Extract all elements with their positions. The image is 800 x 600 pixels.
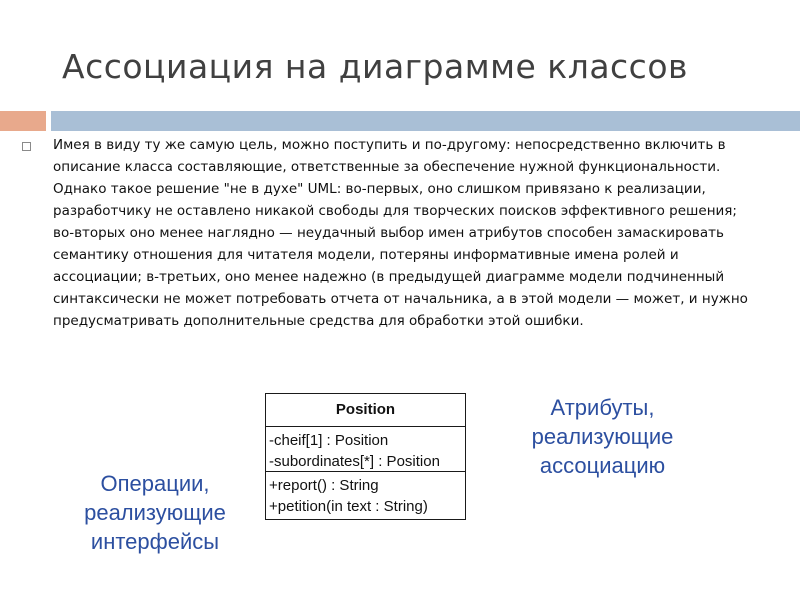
body-line: семантику отношения для читателя модели, потеряны информативные имена ролей и: [53, 247, 679, 263]
body-line: ассоциации; в-третьих, оно менее надежно (в предыдущей диаграмме модели подчиненный: [53, 269, 725, 285]
annotation-line: Операции,: [100, 471, 210, 496]
body-line: во-вторых оно менее наглядно — неудачный выбор имен атрибутов способен замаскировать: [53, 225, 724, 241]
uml-attribute: -cheif[1] : Position: [269, 432, 389, 449]
body-paragraph: [53, 134, 778, 332]
uml-operation: +report() : String: [269, 477, 379, 494]
body-line: Имея в виду ту же самую цель, можно поступить и по-другому: непосредственно включить в: [53, 137, 726, 153]
uml-operations-section: [266, 472, 465, 517]
body-line: синтаксически не может потребовать отчета от начальника, а в этой модели — может, и нужно: [53, 291, 748, 307]
body-line: предусматривать дополнительные средства для обработки этой ошибки.: [53, 313, 584, 329]
slide-title: Ассоциация на диаграмме классов: [62, 47, 688, 86]
title-underline-bar: [51, 111, 800, 131]
uml-class-box: [265, 393, 466, 520]
attributes-annotation: [500, 393, 705, 480]
uml-attributes-section: [266, 427, 465, 472]
square-bullet-icon: [22, 142, 31, 151]
body-line: описание класса составляющие, ответственные за обеспечение нужной функциональности.: [53, 159, 721, 175]
annotation-line: ассоциацию: [539, 453, 666, 478]
annotation-line: Атрибуты,: [550, 395, 655, 420]
operations-annotation: [55, 469, 255, 556]
annotation-line: реализующие: [84, 500, 226, 525]
title-accent-bar: [0, 111, 46, 131]
annotation-line: интерфейсы: [90, 529, 220, 554]
body-line: разработчику не оставлено никакой свободы для творческих поисков эффективного решения;: [53, 203, 737, 219]
uml-operation: +petition(in text : String): [269, 498, 428, 515]
annotation-line: реализующие: [531, 424, 674, 449]
uml-class-name: Position: [266, 394, 465, 427]
uml-attribute: -subordinates[*] : Position: [269, 453, 440, 470]
body-line: Однако такое решение "не в духе" UML: во-первых, оно слишком привязано к реализации,: [53, 181, 706, 197]
